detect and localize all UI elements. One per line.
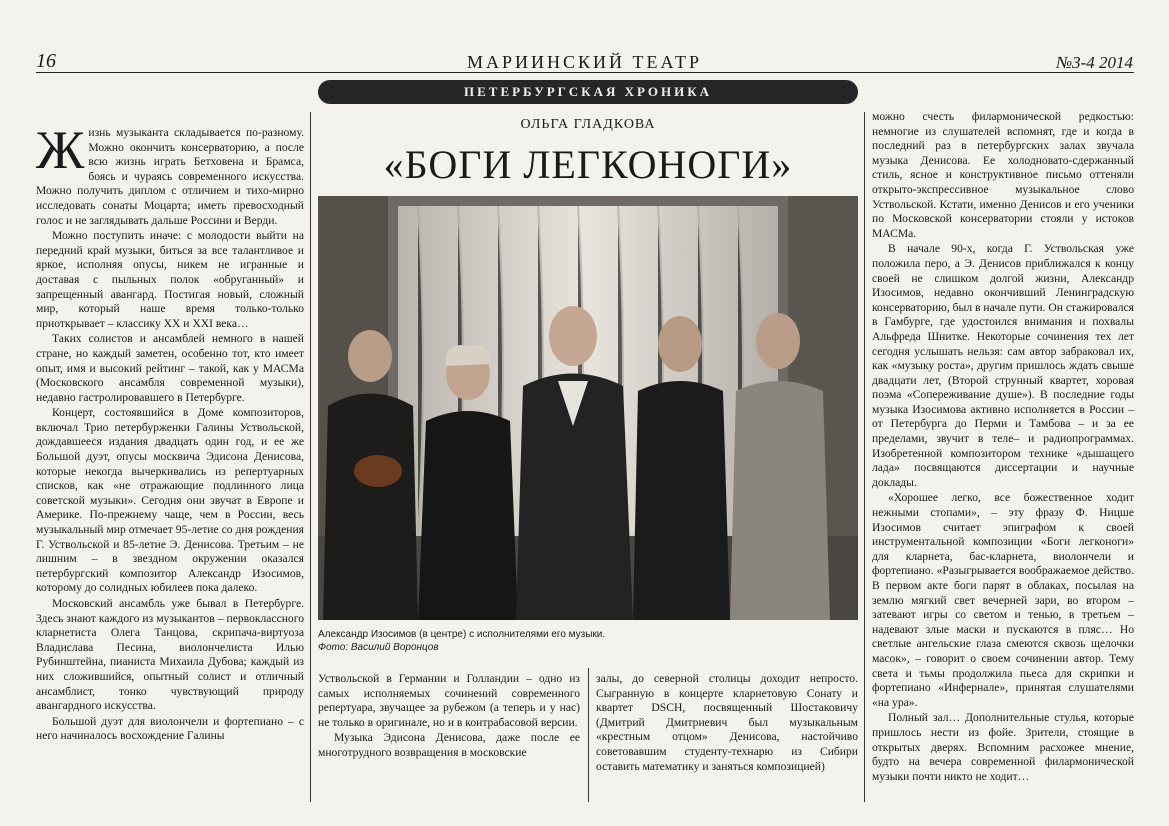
paragraph: В начале 90-х, когда Г. Уствольская уже положила перо, а Э. Денисов приближался к концу своей не слишком долгой жизни, Александр Изосимов, недавно окончивший Ленинградскую консерваторию, был в начале пути. Он стажировался в Гамбурге, где удостоился внимания и похвалы Альфреда Шнитке. Некоторые сочинения тех лет сегодня услышать нельзя: сам автор забраковал их, как «музыку роста», другим пришлось ждать свыше двадцати лет, (Второй струнный квартет, хоровая поэма «Сопереживание душе»). В последние годы музыка Изосимова активно исполняется в России – от Петербурга до Перми и Тамбова – и за ее пределами, звучит в теле– и радиопрограммах. Изобретенной композитором технике «дышащего лада» посвящаются диссертации и научные доклады. [872, 242, 1134, 489]
article-headline: «БОГИ ЛЕГКОНОГИ» [383, 142, 793, 187]
photo-credit: Фото: Василий Воронцов [318, 642, 439, 653]
drop-cap: Ж [36, 126, 85, 180]
paragraph: Полный зал… Дополнительные стулья, которые пришлось нести из фойе. Зрители, стоящие в открытых дверях. Вспомним расхожее мнение, будто на вечера современной филармонической музыки почти никто не ходит… [872, 711, 1134, 783]
author-byline: ОЛЬГА ГЛАДКОВА [520, 117, 656, 132]
photo-illustration [318, 196, 858, 620]
column-2 [318, 672, 580, 802]
paragraph: Московский ансамбль уже бывал в Петербурге. Здесь знают каждого из музыкантов – первоклассного кларнетиста Олега Танцова, скрипача-виртуоза Владислава Песина, виолончелиста Илью Рубинштейна, пианиста Михаила Дубова; каждый из них сложившийся, опытный солист и отличный ансамблист, тонко чувствующий природу авангардного искусства. [36, 597, 304, 713]
paragraph: «Хорошее легко, все божественное ходит нежными стопами», – эту фразу Ф. Ницше Изосимов считает эпиграфом к своей инструментальной композиции «Боги легконоги» для кларнета, бас-кларнета, виолончели и фортепиано. «Разыгрывается воображаемое действо. В первом акте боги парят в облаках, посылая на землю мягкий свет вечерней зари, во втором – затевают игры со светом и тенью, в третьем – надевают злые маски и пускаются в пляс… Но светлые ангельские глаза смеются сквозь щелочки масок», – говорит о своем сочинении автор. Тему света и тьмы продолжила пьеса для скрипки и фортепиано «Инфернале», принятая слушателями «на ура». [872, 491, 1134, 709]
publication-title: МАРИИНСКИЙ ТЕАТР [467, 52, 702, 72]
paragraph: Таких солистов и ансамблей немного в нашей стране, но каждый заметен, особенно тот, кто имеет опыт, имя и высокий рейтинг – такой, как у МАСМа (Московского ансамбля современной музыки), недавно гастролировавшего в Петербурге. [36, 332, 304, 404]
column-divider [588, 668, 589, 802]
paragraph: Концерт, состоявшийся в Доме композиторов, включал Трио петербурженки Галины Уствольской, дождавшееся издания двадцать один год, и ее же Большой дуэт, опусы москвича Эдисона Денисова, которые некогда вычеркивались из репертуарных списков, как «не отражающие подлинного лица советской музыки». Сегодня они звучат в Европе и Америке. По-прежнему чаще, чем в России, весь музыкальный мир отмечает 95-летие со дня рождения Г. Уствольской и 85-летие Э. Денисова. Третьим – не лишним – в звездном окружении оказался петербургский композитор Александр Изосимов, которому до солидных юбилеев пока далеко. [36, 406, 304, 595]
column-3 [596, 672, 858, 802]
paragraph: Большой дуэт для виолончели и фортепиано – с него начиналось восхождение Галины [36, 714, 304, 743]
paragraph: залы, до северной столицы доходит непросто. Сыгранную в концерте кларнетовую Сонату и квартет DSCH, посвященный Шостаковичу (Дмитрий Дмитриевич был музыкальным «крестным отцом» Денисова, настойчиво советовавшим студенту-технарю из Сибири оставить математику и заняться композицией) [596, 672, 858, 773]
column-divider [864, 112, 865, 802]
column-divider [310, 112, 311, 802]
issue-number: №3-4 2014 [1056, 53, 1133, 72]
paragraph: Можно поступить иначе: с молодости выйти на передний край музыки, биться за все талантливое и яркое, исполняя опусы, никем не игранные и доставая с пыльных полок «обруганный» и запрещенный авангард. Постигая новый, сложный мир, который наше время только-только приоткрывает – классику XX и XXI века… [36, 229, 304, 330]
column-4 [872, 110, 1134, 802]
paragraph: можно счесть филармонической редкостью: немногие из слушателей вспомнят, где и когда в последний раз в петербургских залах звучала музыка Денисова. Ее холодновато-сдержанный стиль, ясное и конструктивное письмо оттеняли открыто-экспрессивное музыкальное слово Уствольской. Кстати, именно Денисов и его ученики по Московской консерватории стояли у истоков МАСМа. [872, 110, 1134, 240]
section-band: ПЕТЕРБУРГСКАЯ ХРОНИКА [318, 80, 858, 104]
photo-caption [318, 628, 858, 654]
caption-text: Александр Изосимов (в центре) с исполнителями его музыки. [318, 629, 606, 640]
paragraph: Уствольской в Германии и Голландии – одно из самых исполняемых сочинений современного репертуара, звучащее за рубежом (а теперь и у нас) не только в оригинале, но и в контрабасовой версии. [318, 672, 580, 729]
page-number: 16 [36, 50, 56, 72]
header-rule [36, 72, 1134, 73]
group-photo [318, 196, 858, 620]
column-1 [36, 126, 304, 786]
paragraph: Жизнь музыканта складывается по-разному. Можно окончить консерваторию, а после всю жизнь играть Бетховена и Брамса, боясь и чураясь современного искусства. Можно получить диплом с отличием и тихо-мирно исследовать сонаты Моцарта; иметь превосходный голос и не заглядывать дальше Россини и Верди. [36, 126, 304, 227]
paragraph: Музыка Эдисона Денисова, даже после ее многотрудного возвращения в московские [318, 731, 580, 759]
